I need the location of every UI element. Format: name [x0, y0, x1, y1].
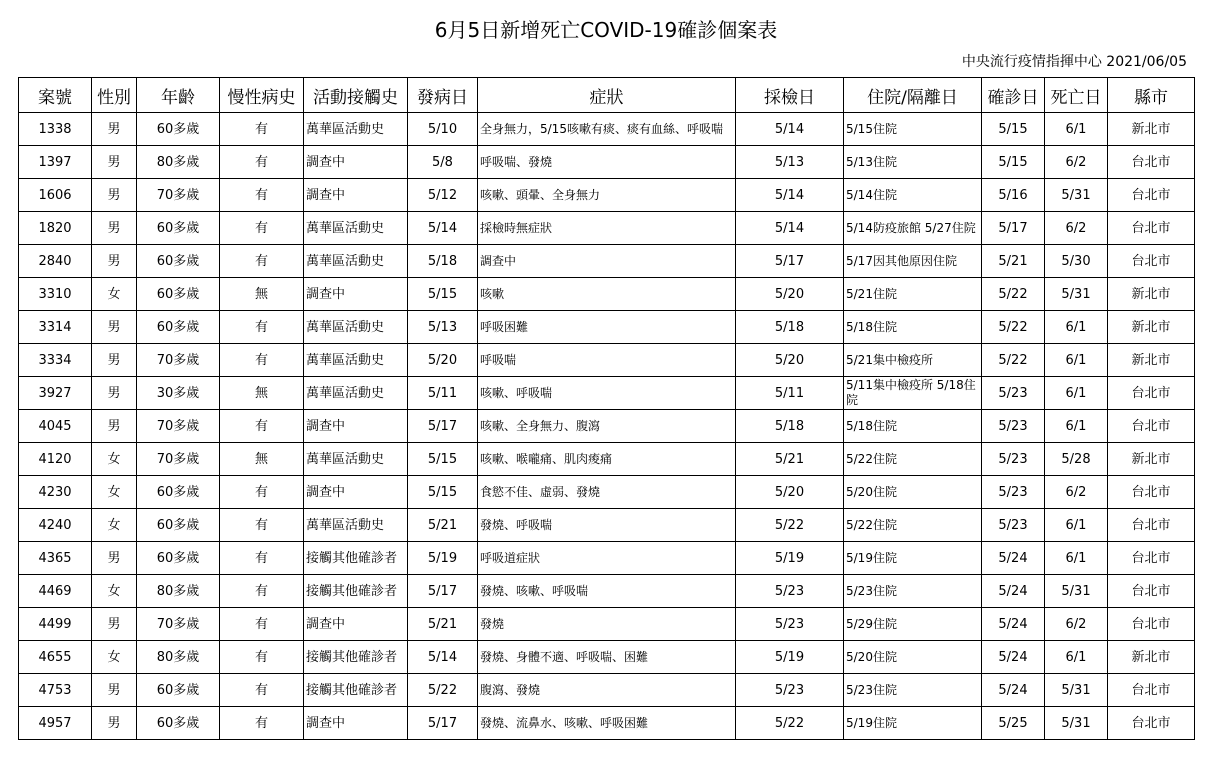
case-table: [18, 77, 1195, 740]
table-row: [19, 179, 1195, 212]
cell-city: 台北市: [1108, 608, 1195, 641]
cell-death: 6/1: [1045, 311, 1108, 344]
cell-onset: 5/18: [408, 245, 478, 278]
cell-gender: 男: [92, 212, 137, 245]
cell-city: 台北市: [1108, 146, 1195, 179]
cell-city: 台北市: [1108, 410, 1195, 443]
cell-death: 5/28: [1045, 443, 1108, 476]
cell-hospital: 5/23住院: [844, 674, 982, 707]
cell-symptoms: 呼吸喘、發燒: [478, 146, 736, 179]
cell-case-no: 4365: [19, 542, 92, 575]
cell-death: 6/2: [1045, 476, 1108, 509]
cell-symptoms: 發燒、呼吸喘: [478, 509, 736, 542]
cell-symptoms: 呼吸道症狀: [478, 542, 736, 575]
cell-city: 台北市: [1108, 476, 1195, 509]
cell-gender: 女: [92, 278, 137, 311]
cell-gender: 男: [92, 245, 137, 278]
table-row: [19, 608, 1195, 641]
cell-contact: 接觸其他確診者: [304, 674, 408, 707]
cell-symptoms: 發燒、流鼻水、咳嗽、呼吸困難: [478, 707, 736, 740]
cell-gender: 男: [92, 311, 137, 344]
table-row: [19, 542, 1195, 575]
cell-onset: 5/21: [408, 509, 478, 542]
cell-confirm: 5/24: [982, 608, 1045, 641]
cell-sampling: 5/23: [736, 674, 844, 707]
cell-sampling: 5/20: [736, 278, 844, 311]
cell-case-no: 4120: [19, 443, 92, 476]
cell-age: 70多歲: [137, 608, 220, 641]
cell-hospital: 5/22住院: [844, 443, 982, 476]
cell-contact: 萬華區活動史: [304, 113, 408, 146]
cell-confirm: 5/23: [982, 443, 1045, 476]
cell-symptoms: 發燒、身體不適、呼吸喘、困難: [478, 641, 736, 674]
cell-confirm: 5/17: [982, 212, 1045, 245]
cell-confirm: 5/24: [982, 674, 1045, 707]
cell-age: 70多歲: [137, 344, 220, 377]
col-header-chronic: 慢性病史: [220, 78, 304, 113]
cell-death: 6/2: [1045, 212, 1108, 245]
col-header-gender: 性別: [92, 78, 137, 113]
cell-city: 新北市: [1108, 641, 1195, 674]
cell-case-no: 1606: [19, 179, 92, 212]
table-row: [19, 575, 1195, 608]
cell-age: 60多歲: [137, 476, 220, 509]
cell-contact: 萬華區活動史: [304, 245, 408, 278]
cell-chronic: 有: [220, 674, 304, 707]
cell-contact: 接觸其他確診者: [304, 575, 408, 608]
cell-city: 新北市: [1108, 443, 1195, 476]
cell-contact: 調查中: [304, 410, 408, 443]
cell-death: 6/1: [1045, 344, 1108, 377]
cell-onset: 5/17: [408, 410, 478, 443]
cell-contact: 萬華區活動史: [304, 311, 408, 344]
cell-age: 60多歲: [137, 542, 220, 575]
cell-contact: 調查中: [304, 278, 408, 311]
cell-age: 80多歲: [137, 641, 220, 674]
cell-death: 5/31: [1045, 278, 1108, 311]
cell-city: 台北市: [1108, 377, 1195, 410]
cell-hospital: 5/23住院: [844, 575, 982, 608]
cell-gender: 男: [92, 377, 137, 410]
cell-chronic: 有: [220, 476, 304, 509]
cell-contact: 調查中: [304, 707, 408, 740]
cell-gender: 男: [92, 179, 137, 212]
cell-hospital: 5/18住院: [844, 410, 982, 443]
cell-sampling: 5/18: [736, 410, 844, 443]
cell-contact: 調查中: [304, 476, 408, 509]
cell-contact: 調查中: [304, 179, 408, 212]
cell-hospital: 5/20住院: [844, 476, 982, 509]
col-header-hospital: 住院/隔離日: [844, 78, 982, 113]
cell-sampling: 5/13: [736, 146, 844, 179]
col-header-age: 年齡: [137, 78, 220, 113]
table-row: [19, 146, 1195, 179]
table-row: [19, 674, 1195, 707]
cell-hospital: 5/20住院: [844, 641, 982, 674]
source-note: 中央流行疫情指揮中心 2021/06/05: [961, 54, 1187, 70]
cell-onset: 5/13: [408, 311, 478, 344]
cell-sampling: 5/21: [736, 443, 844, 476]
cell-onset: 5/19: [408, 542, 478, 575]
cell-hospital: 5/22住院: [844, 509, 982, 542]
cell-age: 60多歲: [137, 674, 220, 707]
cell-symptoms: 咳嗽、全身無力、腹瀉: [478, 410, 736, 443]
cell-death: 5/31: [1045, 707, 1108, 740]
cell-symptoms: 全身無力，5/15咳嗽有痰、痰有血絲、呼吸喘: [478, 113, 736, 146]
cell-hospital: 5/21集中檢疫所: [844, 344, 982, 377]
table-row: [19, 245, 1195, 278]
cell-gender: 女: [92, 476, 137, 509]
cell-sampling: 5/19: [736, 641, 844, 674]
cell-symptoms: 呼吸困難: [478, 311, 736, 344]
cell-age: 80多歲: [137, 146, 220, 179]
cell-age: 70多歲: [137, 179, 220, 212]
col-header-symptoms: 症狀: [478, 78, 736, 113]
cell-chronic: 有: [220, 113, 304, 146]
cell-sampling: 5/14: [736, 113, 844, 146]
cell-age: 60多歲: [137, 278, 220, 311]
cell-city: 新北市: [1108, 278, 1195, 311]
cell-gender: 男: [92, 542, 137, 575]
table-row: [19, 311, 1195, 344]
cell-case-no: 4469: [19, 575, 92, 608]
cell-gender: 女: [92, 575, 137, 608]
cell-sampling: 5/19: [736, 542, 844, 575]
cell-confirm: 5/22: [982, 344, 1045, 377]
cell-death: 6/1: [1045, 377, 1108, 410]
table-row: [19, 509, 1195, 542]
cell-case-no: 3310: [19, 278, 92, 311]
cell-case-no: 2840: [19, 245, 92, 278]
cell-contact: 萬華區活動史: [304, 377, 408, 410]
cell-hospital: 5/13住院: [844, 146, 982, 179]
cell-contact: 萬華區活動史: [304, 509, 408, 542]
cell-symptoms: 咳嗽、呼吸喘: [478, 377, 736, 410]
col-header-contact: 活動接觸史: [304, 78, 408, 113]
cell-contact: 調查中: [304, 608, 408, 641]
cell-sampling: 5/20: [736, 476, 844, 509]
table-row: [19, 344, 1195, 377]
table-row: [19, 377, 1195, 410]
cell-age: 60多歲: [137, 245, 220, 278]
cell-onset: 5/14: [408, 212, 478, 245]
page-title: 6月5日新增死亡COVID-19確診個案表: [434, 18, 778, 42]
cell-chronic: 有: [220, 542, 304, 575]
cell-city: 新北市: [1108, 113, 1195, 146]
cell-city: 台北市: [1108, 212, 1195, 245]
cell-case-no: 4240: [19, 509, 92, 542]
col-header-confirm: 確診日: [982, 78, 1045, 113]
cell-gender: 男: [92, 146, 137, 179]
cell-sampling: 5/20: [736, 344, 844, 377]
cell-confirm: 5/22: [982, 278, 1045, 311]
cell-gender: 男: [92, 344, 137, 377]
cell-case-no: 3927: [19, 377, 92, 410]
cell-case-no: 4230: [19, 476, 92, 509]
cell-city: 台北市: [1108, 575, 1195, 608]
col-header-death: 死亡日: [1045, 78, 1108, 113]
cell-onset: 5/11: [408, 377, 478, 410]
cell-chronic: 有: [220, 641, 304, 674]
cell-onset: 5/12: [408, 179, 478, 212]
cell-gender: 女: [92, 641, 137, 674]
table-row: [19, 278, 1195, 311]
cell-death: 6/1: [1045, 113, 1108, 146]
table-row: [19, 476, 1195, 509]
cell-case-no: 4957: [19, 707, 92, 740]
cell-death: 5/31: [1045, 674, 1108, 707]
cell-confirm: 5/23: [982, 410, 1045, 443]
cell-chronic: 有: [220, 509, 304, 542]
cell-gender: 女: [92, 443, 137, 476]
cell-chronic: 有: [220, 146, 304, 179]
cell-hospital: 5/19住院: [844, 542, 982, 575]
cell-onset: 5/15: [408, 476, 478, 509]
cell-confirm: 5/24: [982, 542, 1045, 575]
cell-case-no: 1338: [19, 113, 92, 146]
cell-case-no: 4499: [19, 608, 92, 641]
table-row: [19, 113, 1195, 146]
cell-symptoms: 腹瀉、發燒: [478, 674, 736, 707]
cell-chronic: 無: [220, 278, 304, 311]
cell-sampling: 5/18: [736, 311, 844, 344]
cell-case-no: 1397: [19, 146, 92, 179]
cell-death: 5/31: [1045, 575, 1108, 608]
cell-onset: 5/17: [408, 707, 478, 740]
cell-sampling: 5/23: [736, 608, 844, 641]
table-row: [19, 410, 1195, 443]
col-header-sampling: 採檢日: [736, 78, 844, 113]
cell-contact: 萬華區活動史: [304, 443, 408, 476]
cell-case-no: 4045: [19, 410, 92, 443]
cell-city: 新北市: [1108, 311, 1195, 344]
cell-city: 台北市: [1108, 542, 1195, 575]
cell-death: 6/2: [1045, 146, 1108, 179]
col-header-onset: 發病日: [408, 78, 478, 113]
cell-hospital: 5/11集中檢疫所 5/18住院: [844, 377, 982, 410]
cell-case-no: 3334: [19, 344, 92, 377]
cell-city: 台北市: [1108, 245, 1195, 278]
cell-chronic: 有: [220, 344, 304, 377]
cell-symptoms: 發燒、咳嗽、呼吸喘: [478, 575, 736, 608]
cell-confirm: 5/24: [982, 575, 1045, 608]
cell-contact: 接觸其他確診者: [304, 542, 408, 575]
cell-sampling: 5/14: [736, 179, 844, 212]
cell-onset: 5/8: [408, 146, 478, 179]
cell-age: 80多歲: [137, 575, 220, 608]
cell-symptoms: 咳嗽、頭暈、全身無力: [478, 179, 736, 212]
cell-symptoms: 採檢時無症狀: [478, 212, 736, 245]
cell-symptoms: 咳嗽: [478, 278, 736, 311]
cell-case-no: 4655: [19, 641, 92, 674]
cell-death: 6/2: [1045, 608, 1108, 641]
cell-age: 70多歲: [137, 443, 220, 476]
cell-hospital: 5/15住院: [844, 113, 982, 146]
cell-gender: 女: [92, 509, 137, 542]
table-row: [19, 212, 1195, 245]
cell-confirm: 5/25: [982, 707, 1045, 740]
cell-onset: 5/15: [408, 278, 478, 311]
cell-symptoms: 呼吸喘: [478, 344, 736, 377]
cell-city: 台北市: [1108, 707, 1195, 740]
cell-symptoms: 咳嗽、喉嚨痛、肌肉痠痛: [478, 443, 736, 476]
cell-chronic: 無: [220, 377, 304, 410]
cell-case-no: 3314: [19, 311, 92, 344]
cell-hospital: 5/17因其他原因住院: [844, 245, 982, 278]
header-row: [19, 78, 1195, 113]
cell-age: 60多歲: [137, 707, 220, 740]
cell-age: 60多歲: [137, 509, 220, 542]
cell-age: 60多歲: [137, 212, 220, 245]
cell-case-no: 1820: [19, 212, 92, 245]
cell-symptoms: 調查中: [478, 245, 736, 278]
cell-sampling: 5/23: [736, 575, 844, 608]
cell-city: 台北市: [1108, 674, 1195, 707]
cell-contact: 接觸其他確診者: [304, 641, 408, 674]
cell-confirm: 5/23: [982, 377, 1045, 410]
cell-sampling: 5/17: [736, 245, 844, 278]
cell-sampling: 5/22: [736, 707, 844, 740]
cell-age: 30多歲: [137, 377, 220, 410]
cell-chronic: 有: [220, 245, 304, 278]
cell-onset: 5/10: [408, 113, 478, 146]
cell-onset: 5/21: [408, 608, 478, 641]
cell-chronic: 有: [220, 311, 304, 344]
cell-age: 70多歲: [137, 410, 220, 443]
cell-sampling: 5/14: [736, 212, 844, 245]
cell-onset: 5/17: [408, 575, 478, 608]
cell-chronic: 有: [220, 410, 304, 443]
cell-confirm: 5/24: [982, 641, 1045, 674]
col-header-city: 縣市: [1108, 78, 1195, 113]
cell-gender: 男: [92, 410, 137, 443]
cell-symptoms: 發燒: [478, 608, 736, 641]
cell-chronic: 有: [220, 575, 304, 608]
cell-contact: 調查中: [304, 146, 408, 179]
cell-onset: 5/14: [408, 641, 478, 674]
table-row: [19, 641, 1195, 674]
cell-gender: 男: [92, 113, 137, 146]
table-row: [19, 707, 1195, 740]
cell-confirm: 5/15: [982, 113, 1045, 146]
cell-contact: 萬華區活動史: [304, 212, 408, 245]
cell-gender: 男: [92, 608, 137, 641]
cell-city: 台北市: [1108, 509, 1195, 542]
cell-sampling: 5/11: [736, 377, 844, 410]
cell-city: 台北市: [1108, 179, 1195, 212]
cell-gender: 男: [92, 707, 137, 740]
col-header-case-no: 案號: [19, 78, 92, 113]
cell-confirm: 5/22: [982, 311, 1045, 344]
cell-chronic: 有: [220, 179, 304, 212]
cell-sampling: 5/22: [736, 509, 844, 542]
cell-confirm: 5/15: [982, 146, 1045, 179]
cell-chronic: 有: [220, 608, 304, 641]
cell-chronic: 無: [220, 443, 304, 476]
cell-gender: 男: [92, 674, 137, 707]
cell-death: 5/30: [1045, 245, 1108, 278]
cell-onset: 5/15: [408, 443, 478, 476]
cell-death: 6/1: [1045, 410, 1108, 443]
cell-hospital: 5/19住院: [844, 707, 982, 740]
cell-hospital: 5/14防疫旅館 5/27住院: [844, 212, 982, 245]
cell-contact: 萬華區活動史: [304, 344, 408, 377]
cell-death: 6/1: [1045, 641, 1108, 674]
table-row: [19, 443, 1195, 476]
cell-confirm: 5/16: [982, 179, 1045, 212]
cell-city: 新北市: [1108, 344, 1195, 377]
cell-confirm: 5/21: [982, 245, 1045, 278]
cell-hospital: 5/18住院: [844, 311, 982, 344]
cell-confirm: 5/23: [982, 509, 1045, 542]
cell-onset: 5/20: [408, 344, 478, 377]
cell-death: 6/1: [1045, 542, 1108, 575]
cell-death: 5/31: [1045, 179, 1108, 212]
cell-case-no: 4753: [19, 674, 92, 707]
cell-chronic: 有: [220, 212, 304, 245]
cell-chronic: 有: [220, 707, 304, 740]
cell-onset: 5/22: [408, 674, 478, 707]
cell-hospital: 5/29住院: [844, 608, 982, 641]
cell-symptoms: 食慾不佳、虛弱、發燒: [478, 476, 736, 509]
cell-hospital: 5/21住院: [844, 278, 982, 311]
cell-hospital: 5/14住院: [844, 179, 982, 212]
cell-age: 60多歲: [137, 113, 220, 146]
cell-confirm: 5/23: [982, 476, 1045, 509]
cell-death: 6/1: [1045, 509, 1108, 542]
cell-age: 60多歲: [137, 311, 220, 344]
